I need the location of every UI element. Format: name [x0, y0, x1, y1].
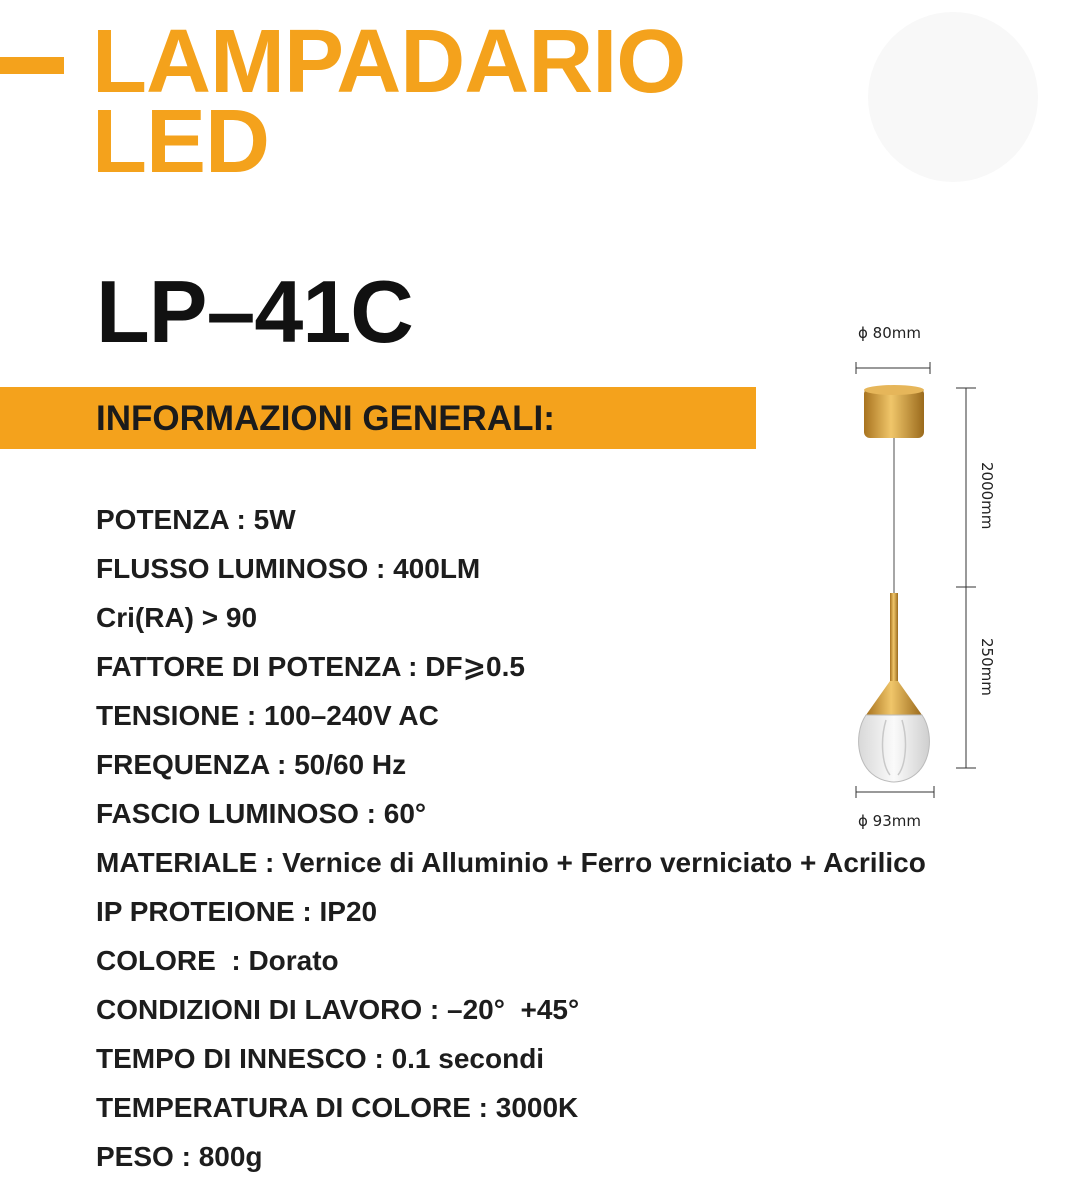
page-title: [92, 12, 686, 192]
background-circle: [868, 12, 1038, 182]
lamp-stem: [890, 593, 898, 681]
lamp-shade: [866, 681, 922, 715]
spec-item: COLORE : Dorato: [96, 945, 339, 976]
height-dimension: [956, 388, 976, 768]
top-width-label: ϕ 80mm: [858, 324, 921, 342]
spec-item: IP PROTEIONE : IP20: [96, 896, 378, 927]
spec-item: POTENZA : 5W: [96, 504, 296, 535]
accent-dash: [0, 57, 64, 74]
spec-item: TEMPO DI INNESCO : 0.1 secondi: [96, 1043, 545, 1074]
spec-item: TENSIONE : 100–240V AC: [96, 700, 439, 731]
spec-item: FREQUENZA : 50/60 Hz: [96, 749, 407, 780]
bottom-width-dimension: [856, 786, 934, 798]
lamp-height-label: 250mm: [978, 638, 996, 696]
spec-item: FLUSSO LUMINOSO : 400LM: [96, 553, 481, 584]
title-line-1: LAMPADARIO: [92, 12, 686, 112]
spec-item: MATERIALE : Vernice di Alluminio + Ferro verniciato + Acrilico: [96, 847, 926, 878]
spec-list: [96, 500, 926, 1186]
spec-item: FATTORE DI POTENZA : DF⩾0.5: [96, 651, 525, 682]
top-width-dimension: [856, 362, 930, 374]
cable-length-label: 2000mm: [978, 462, 996, 530]
spec-item: Cri(RA) > 90: [96, 602, 258, 633]
model-number: LP–41C: [96, 262, 413, 361]
spec-item: FASCIO LUMINOSO : 60°: [96, 798, 427, 829]
spec-item: TEMPERATURA DI COLORE : 3000K: [96, 1092, 579, 1123]
ceiling-canopy: [864, 385, 924, 438]
section-title: INFORMAZIONI GENERALI:: [96, 399, 555, 438]
lamp-diagram: [830, 310, 1030, 840]
glass-diffuser: [859, 715, 930, 782]
title-line-2: LED: [92, 92, 269, 192]
bottom-width-label: ϕ 93mm: [858, 812, 921, 830]
spec-item: PESO : 800g: [96, 1141, 263, 1172]
spec-item: CONDIZIONI DI LAVORO : –20° +45°: [96, 994, 580, 1025]
